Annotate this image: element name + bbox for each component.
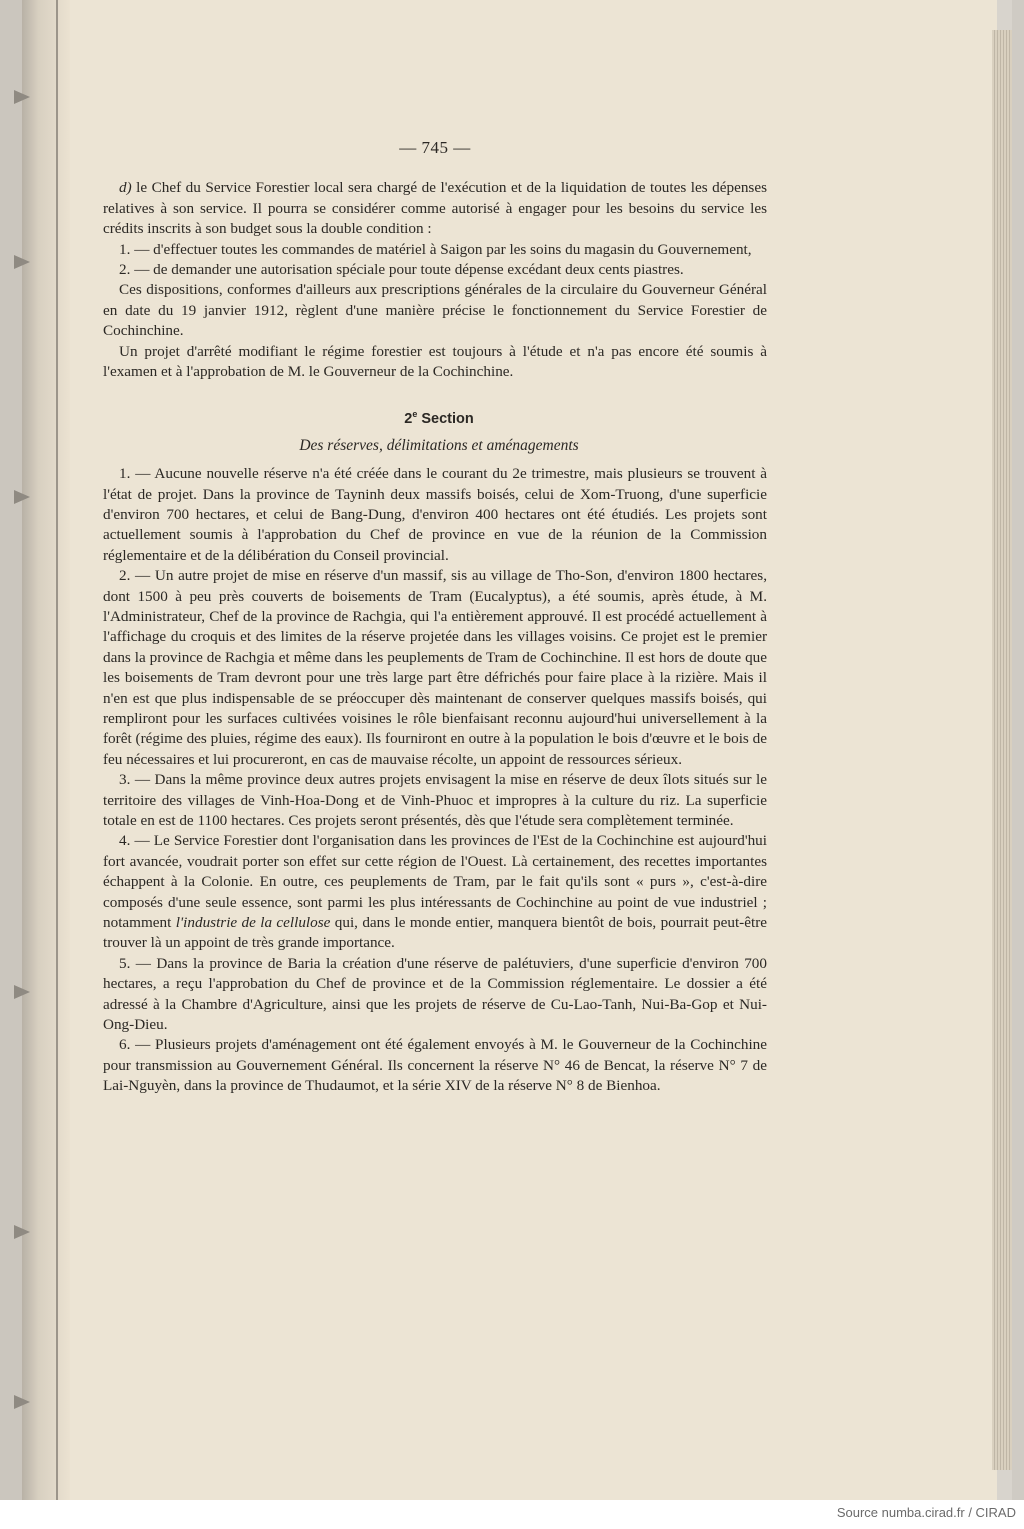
page-stack-edges: [992, 30, 1012, 1470]
paragraph-5: 5. — Dans la province de Baria la création d'une réserve de palétuviers, d'une superficie d'environ 700 hectares, a reçu l'approbation du Chef de province et de la Commission réglementaire. Le dossier a été adressé à la Chambre d'Agriculture, ainsi que les projets de réserve de Cu-Lao-Tanh, Nui-Ba-Gop et Nui-Ong-Dieu.: [103, 954, 767, 1034]
paragraph-4: [103, 831, 767, 953]
intro-item-2: 2. — de demander une autorisation spéciale pour toute dépense excédant deux cents piastres.: [119, 261, 684, 279]
intro-paragraph-2: Ces dispositions, conformes d'ailleurs aux prescriptions générales de la circulaire du Gouverneur Général en date du 19 janvier 1912, règlent d'une manière précise le fonctionnement du Service Forestier de Cochinchine.: [103, 281, 767, 340]
binding-tab-marker: [14, 985, 30, 999]
paragraph-6: 6. — Plusieurs projets d'aménagement ont été également envoyés à M. le Gouverneur de la Cochinchine pour transmission au Gouvernement Général. Ils concernent la réserve N° 46 de Bencat, la réserve N° 7 de Lai-Nguyèn, dans la province de Thudaumot, et la série XIV de la réserve N° 8 de Bienhoa.: [103, 1036, 767, 1095]
page-gutter: [22, 0, 70, 1500]
paragraph-1: 1. — Aucune nouvelle réserve n'a été créée dans le courant du 2e trimestre, mais plusieurs se trouvent à l'état de projet. Dans la province de Tayninh deux massifs boisés, celui de Xom-Truong, d'une superficie d'environ 700 hectares, et celui de Bang-Dung, d'environ 400 hectares ont été étudiés. Les projets sont actuellement soumis à l'approbation du Chef de province en vue de la réunion de la Commission réglementaire et de la délibération du Conseil provincial.: [103, 465, 767, 564]
binding-edge: [0, 0, 22, 1500]
intro-paragraph-3: Un projet d'arrêté modifiant le régime forestier est toujours à l'étude et n'a pas encore été soumis à l'examen et à l'approbation de M. le Gouverneur de la Cochinchine.: [103, 342, 767, 381]
page-number: — 745 —: [399, 138, 471, 157]
section-label: Section: [417, 411, 474, 428]
binding-tab-marker: [14, 490, 30, 504]
source-credit: Source numba.cirad.fr / CIRAD: [836, 1505, 1016, 1520]
right-shadow: [1012, 0, 1024, 1500]
spine-line: [56, 0, 58, 1500]
section-title: [103, 404, 767, 429]
binding-tab-marker: [14, 1225, 30, 1239]
page-text-block: [103, 138, 767, 1097]
section-number-sup: e: [412, 409, 418, 420]
intro-lead-letter: d): [119, 179, 132, 197]
paragraph-2: 2. — Un autre projet de mise en réserve d'un massif, sis au village de Tho-Son, d'environ 1800 hectares, dont 1500 à peu près couverts de boisements de Tram (Eucalyptus), a été soumis, après étude, à M. l'Administrateur, Chef de la province de Rachgia, qui l'a entièrement approuvé. Il est procédé actuellement à l'affichage du croquis et des limites de la réserve projetée dans les villages voisins. Ce projet est le premier dans la province de Rachgia et même dans les peuplements de Tram de Cochinchine. Il est hors de doute que les boisements de Tram devront pour une très large part être défrichés pour faire place à la rizière. Mais il n'en est que plus indispensable de se préoccuper dès maintenant de conserver quelques massifs boisés, qui rempliront pour les surfaces cultivées voisines le rôle bienfaisant reconnu aujourd'hui universellement à la forêt (régime des pluies, régime des eaux). Ils fourniront en outre à la population le bois d'œuvre et le bois de feu nécessaires et lui procureront, en cas de mauvaise récolte, un appoint de ressources sérieux.: [103, 567, 767, 768]
intro-text: le Chef du Service Forestier local sera chargé de l'exécution et de la liquidation de toutes les dépenses relatives à son service. Il pourra se considérer comme autorisé à engager pour les besoins du service les crédits inscrits à son budget sous la double condition :: [103, 179, 767, 238]
section-subtitle: Des réserves, délimitations et aménagements: [299, 436, 579, 454]
binding-tab-marker: [14, 255, 30, 269]
paragraph-4-start: 4. — Le Service Forestier dont l'organisation dans les provinces de l'Est de la Cochinchine est aujourd'hui fort avancée, voudrait porter son effet sur cette région de l'Ouest. Là certainement, des recettes importantes échappent à la Colonie. En outre, ces peuplements de Tram, par le fait qu'ils sont « purs », c'est-à-dire composés d'une seule essence, sont parmi les plus intéressants de Cochinchine au point de vue industriel ; notamment: [103, 832, 767, 932]
section-number: 2: [404, 411, 413, 428]
intro-item-1: 1. — d'effectuer toutes les commandes de matériel à Saigon par les soins du magasin du Gouvernement,: [119, 240, 752, 258]
binding-tab-marker: [14, 1395, 30, 1409]
paragraph-4-end: qui, dans le monde entier, manquera bientôt de bois, pourrait peut-être trouver là un appoint de très grande importance.: [103, 914, 767, 952]
intro-paragraph: [103, 178, 767, 239]
paragraph-3: 3. — Dans la même province deux autres projets envisagent la mise en réserve de deux îlots situés sur le territoire des villages de Vinh-Hoa-Dong et de Vinh-Phuoc et impropres à la culture du riz. La superficie totale en est de 1100 hectares. Ces projets seront présentés, dès que l'étude sera complètement terminée.: [103, 771, 767, 830]
binding-tab-marker: [14, 90, 30, 104]
paragraph-4-emphasis: l'industrie de la cellulose: [175, 914, 331, 932]
